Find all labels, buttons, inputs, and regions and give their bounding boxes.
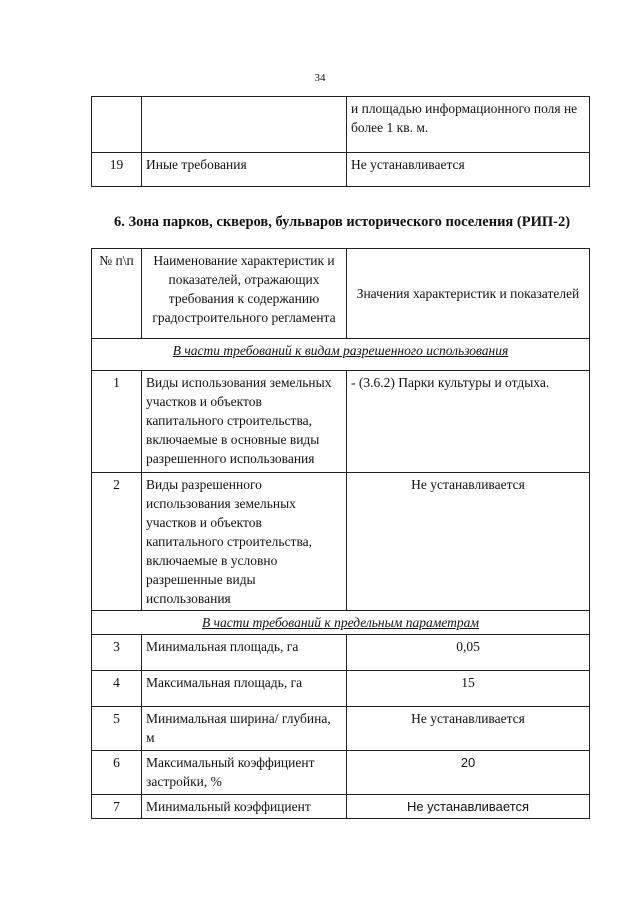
row-number: 4 [92, 671, 142, 707]
header-row [92, 249, 590, 339]
row-number: 1 [92, 371, 142, 473]
row-value: 0,05 [347, 635, 590, 671]
row-value: - (3.6.2) Парки культуры и отдыха. [347, 371, 590, 473]
row-name: Минимальная площадь, га [142, 635, 347, 671]
table-row [92, 371, 590, 473]
section-title: В части требований к видам разрешенного использования [92, 339, 590, 371]
row-name: Виды использования земельных участков и объектов капитального строительства, включаемые в основные виды разрешенного использования [142, 371, 347, 473]
top-table [91, 96, 590, 187]
table-row [92, 707, 590, 751]
row-name: Минимальная ширина/ глубина, м [142, 707, 347, 751]
section-title: В части требований к предельным параметрам [92, 611, 590, 635]
row-number: 2 [92, 473, 142, 611]
row-name: Минимальный коэффициент [142, 795, 347, 819]
row-value: 15 [347, 671, 590, 707]
row-value: Не устанавливается [347, 795, 590, 819]
row-name [142, 97, 347, 153]
row-value: Не устанавливается [347, 153, 590, 187]
section-row [92, 339, 590, 371]
row-number: 19 [92, 153, 142, 187]
header-value: Значения характеристик и показателей [347, 249, 590, 339]
table-row [92, 671, 590, 707]
main-table [91, 248, 590, 819]
row-value: 20 [347, 751, 590, 795]
row-number: 6 [92, 751, 142, 795]
row-name: Максимальная площадь, га [142, 671, 347, 707]
table-row [92, 473, 590, 611]
table-row [92, 97, 590, 153]
section-heading: 6. Зона парков, скверов, бульваров исторического поселения (РИП-2) [113, 214, 571, 230]
header-num: № п\п [92, 249, 142, 339]
row-value: и площадью информационного поля не более 1 кв. м. [347, 97, 590, 153]
row-number: 3 [92, 635, 142, 671]
row-number: 7 [92, 795, 142, 819]
table-row [92, 795, 590, 819]
row-name: Виды разрешенного использования земельных участков и объектов капитального строительства, включаемые в условно разрешенные виды использования [142, 473, 347, 611]
row-value: Не устанавливается [347, 473, 590, 611]
table-row [92, 153, 590, 187]
row-name: Максимальный коэффициент застройки, % [142, 751, 347, 795]
row-number: 5 [92, 707, 142, 751]
page-number: 34 [314, 72, 326, 84]
section-row [92, 611, 590, 635]
row-number [92, 97, 142, 153]
header-name: Наименование характеристик и показателей, отражающих требования к содержанию градостроительного регламента [142, 249, 347, 339]
table-row [92, 635, 590, 671]
row-name: Иные требования [142, 153, 347, 187]
table-row [92, 751, 590, 795]
row-value: Не устанавливается [347, 707, 590, 751]
